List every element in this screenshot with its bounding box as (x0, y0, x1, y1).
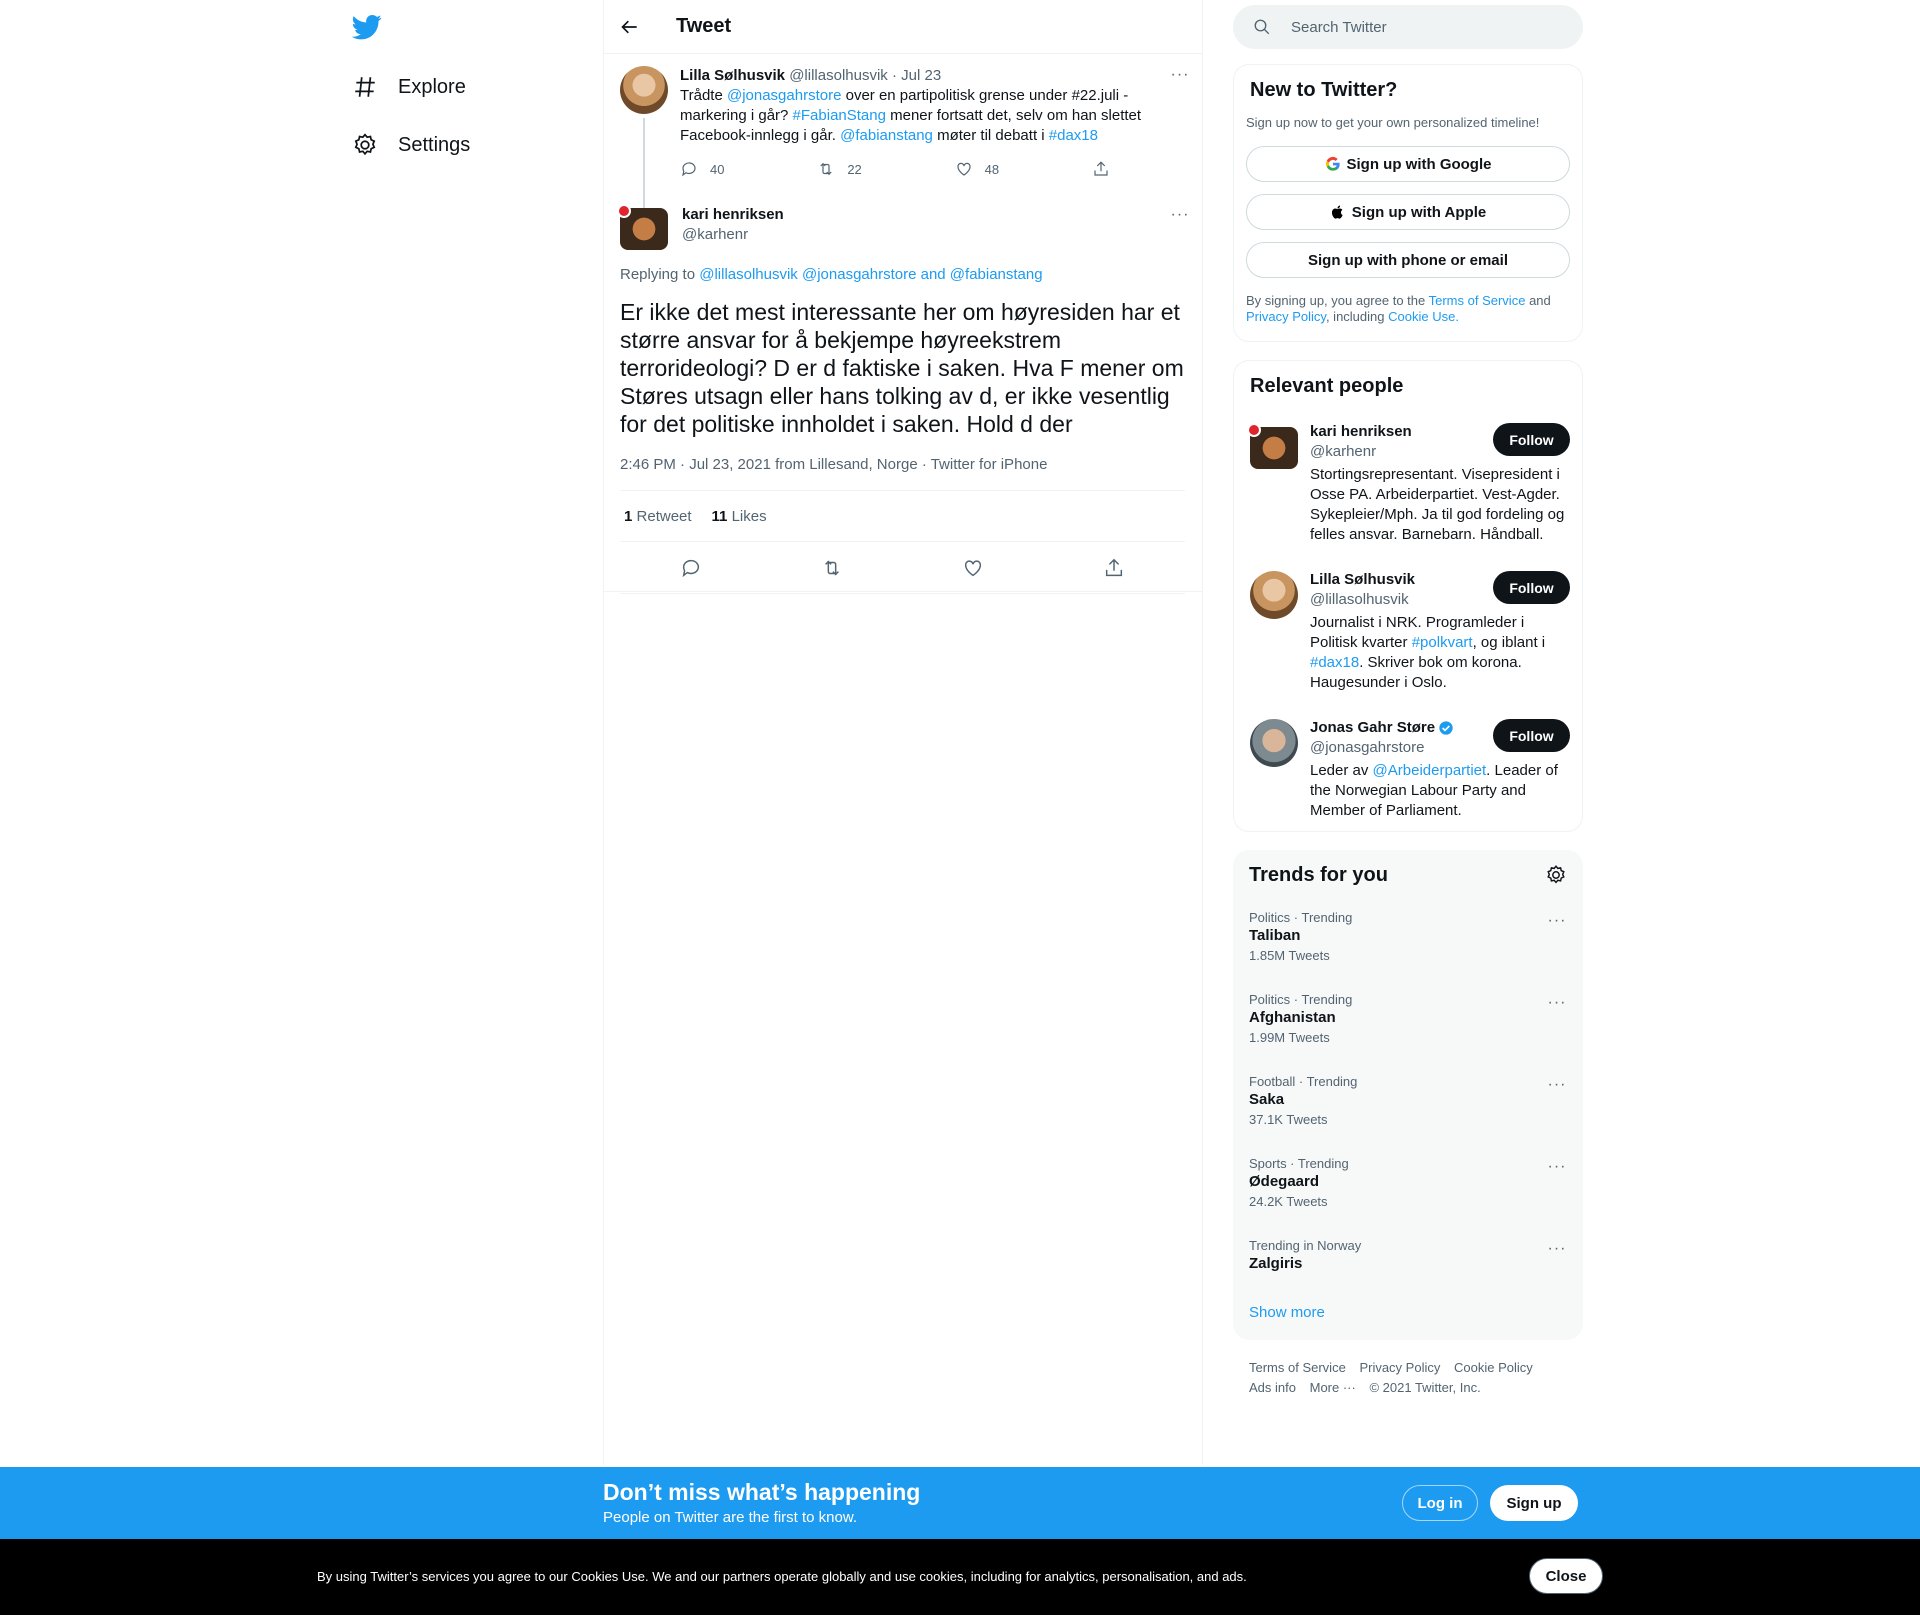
more-icon[interactable]: ··· (1547, 1240, 1567, 1257)
apple-icon (1330, 204, 1346, 220)
nav-settings-label: Settings (398, 133, 471, 156)
hashtag-icon (352, 74, 378, 100)
legal-part-3: , including (1325, 309, 1385, 324)
nav-explore[interactable] (352, 67, 466, 107)
signup-banner (0, 1467, 1920, 1539)
tweet-date[interactable]: · Jul 23 (891, 67, 942, 84)
replying-to-users[interactable]: @lillasolhusvik @jonasgahrstore and @fabianstang (699, 266, 1043, 283)
trend-name: Taliban (1249, 927, 1301, 944)
gear-icon (352, 132, 378, 158)
close-button[interactable]: Close (1529, 1558, 1603, 1594)
rose-badge-icon (1247, 423, 1261, 437)
verified-badge-icon (1438, 720, 1454, 736)
more-icon[interactable]: ··· (1170, 66, 1190, 83)
legal-part-1: By signing up, you agree to the (1246, 293, 1426, 308)
rose-badge-icon (617, 204, 631, 218)
more-icon[interactable]: ··· (1547, 912, 1567, 929)
signup-phone-label: Sign up with phone or email (1307, 251, 1508, 269)
tweet-stats (620, 490, 1185, 542)
person-bio (1310, 613, 1570, 693)
replying-prefix: Replying to (620, 266, 696, 283)
retweets-stat[interactable] (624, 508, 692, 525)
author-name[interactable]: kari henriksen (682, 206, 784, 223)
trend-count: 1.99M Tweets (1249, 1030, 1330, 1045)
footer-cookie-link[interactable]: Cookie Policy (1453, 1360, 1533, 1375)
person-handle[interactable]: @lillasolhusvik (1310, 591, 1409, 608)
person-name[interactable]: kari henriksen (1310, 423, 1412, 440)
signup-apple-button[interactable] (1246, 194, 1570, 230)
thread-line (643, 118, 645, 218)
person-name[interactable] (1310, 719, 1454, 736)
tweet-text: Er ikke det mest interessante her om høyresiden har et større ansvar for å bekjempe høyreekstrem terrorideologi? D er d faktiske i saken. Hva F mener om Støres utsagn eller hans tolking av d, er ikke vesentlig for det politiske innholdet i saken. Hold d der (620, 299, 1184, 437)
trend-meta: Politics · Trending (1249, 910, 1353, 925)
tweet-link[interactable]: #FabianStang (792, 107, 886, 124)
avatar[interactable] (620, 66, 668, 114)
banner-title: Don’t miss what’s happening (603, 1479, 921, 1505)
signup-phone-button[interactable] (1246, 242, 1570, 278)
login-button[interactable]: Log in (1402, 1485, 1478, 1521)
follow-button[interactable]: Follow (1493, 719, 1570, 752)
avatar[interactable] (1250, 719, 1298, 767)
tweet-text (680, 86, 1180, 146)
new-to-twitter-card (1233, 64, 1583, 342)
nav-settings[interactable] (352, 125, 470, 165)
retweet-button[interactable] (817, 160, 861, 178)
reply-icon[interactable] (680, 557, 702, 579)
follow-button[interactable]: Follow (1493, 571, 1570, 604)
heart-icon[interactable] (962, 557, 984, 579)
reply-count: 40 (710, 161, 725, 177)
tweet-meta[interactable]: 2:46 PM · Jul 23, 2021 from Lillesand, Norge · Twitter for iPhone (620, 456, 1048, 473)
card-subtitle: Sign up now to get your own personalized timeline! (1246, 115, 1540, 130)
privacy-link[interactable]: Privacy Policy (1246, 309, 1326, 324)
author-handle[interactable]: @karhenr (682, 226, 749, 243)
person-name-text: Jonas Gahr Støre (1310, 719, 1436, 736)
share-icon (1092, 160, 1110, 178)
main-column (603, 0, 1203, 1465)
trend-meta: Football · Trending (1249, 1074, 1358, 1089)
reply-button[interactable] (680, 160, 724, 178)
bio-text: . Leader of the Norwegian Labour Party and Member of Parliament. (1310, 762, 1558, 819)
tweet-actions (680, 160, 1110, 178)
trend-name: Ødegaard (1249, 1173, 1320, 1190)
author-handle[interactable]: @lillasolhusvik (789, 67, 888, 84)
like-total: 11 (711, 507, 728, 525)
gear-icon[interactable] (1545, 864, 1567, 886)
person-bio: Stortingsrepresentant. Visepresident i Osse PA. Arbeiderpartiet. Vest-Agder. Sykepleier/Mph. Ja til god fordeling og felles ansvar. Barnebarn. Håndball. (1310, 466, 1565, 543)
card-title: Relevant people (1250, 375, 1404, 397)
trend-count: 37.1K Tweets (1249, 1112, 1328, 1127)
person-bio (1310, 761, 1570, 821)
tweet-link[interactable]: #dax18 (1048, 127, 1098, 144)
trend-item[interactable] (1249, 1074, 1567, 1127)
trend-meta: Trending in Norway (1249, 1238, 1362, 1253)
tweet-header (680, 66, 1180, 86)
more-icon[interactable]: ··· (1547, 994, 1567, 1011)
footer-copyright: © 2021 Twitter, Inc. (1369, 1380, 1481, 1395)
cookie-text: By using Twitter’s services you agree to our Cookies Use. We and our partners operate globally and use cookies, including for analytics, personalisation, and ads. (317, 1569, 1247, 1584)
footer-terms-link[interactable]: Terms of Service (1249, 1360, 1346, 1375)
follow-button[interactable]: Follow (1493, 423, 1570, 456)
trend-count: 1.85M Tweets (1249, 948, 1330, 963)
tweet-text-part: møter til debatt i (932, 127, 1049, 144)
tweet-text-part: mener fortsatt det, selv om han slettet Facebook-innlegg i går. (680, 107, 1142, 144)
trend-item[interactable] (1249, 992, 1567, 1045)
retweet-count: 22 (847, 161, 862, 177)
person-handle[interactable]: @karhenr (1310, 443, 1377, 460)
arrow-left-icon[interactable] (620, 17, 640, 37)
retweet-icon (817, 160, 835, 178)
tweet-text-part: Trådte (680, 87, 727, 104)
trend-item[interactable] (1249, 1156, 1567, 1209)
tweet-link[interactable]: @jonasgahrstore (726, 87, 842, 104)
signup-apple-label: Sign up with Apple (1351, 203, 1487, 221)
share-icon[interactable] (1103, 557, 1125, 579)
heart-icon (955, 160, 973, 178)
footer-more-link[interactable]: More ··· (1309, 1380, 1356, 1395)
footer-privacy-link[interactable]: Privacy Policy (1359, 1360, 1441, 1375)
author-name[interactable]: Lilla Sølhusvik (680, 67, 786, 84)
legal-part-2: and (1529, 293, 1551, 308)
retweet-icon[interactable] (821, 557, 843, 579)
bio-hashtag[interactable]: #dax18 (1310, 654, 1360, 671)
likes-stat[interactable] (712, 508, 767, 525)
more-icon[interactable]: ··· (1170, 206, 1190, 223)
search-icon (1253, 18, 1271, 36)
footer-ads-link[interactable]: Ads info (1249, 1380, 1296, 1395)
like-button[interactable] (955, 160, 999, 178)
retweet-total: 1 (624, 507, 633, 525)
divider (604, 591, 1202, 592)
google-icon (1325, 156, 1341, 172)
more-icon[interactable]: ··· (1547, 1076, 1567, 1093)
cookie-link[interactable]: Cookie Use. (1388, 309, 1459, 324)
tos-link[interactable]: Terms of Service (1428, 293, 1526, 308)
signup-google-button[interactable] (1246, 146, 1570, 182)
bio-mention[interactable]: @Arbeiderpartiet (1372, 762, 1487, 779)
tweet-text-part: over en partipolitisk grense under #22.juli -markering i går? (680, 87, 1129, 124)
bio-hashtag[interactable]: #polkvart (1411, 634, 1473, 651)
cookie-bar (0, 1539, 1920, 1615)
trend-item[interactable] (1249, 910, 1567, 963)
bio-text: Leder av (1310, 762, 1373, 779)
trend-count: 24.2K Tweets (1249, 1194, 1328, 1209)
retweet-label: Retweet (636, 507, 692, 525)
tweet-link[interactable]: @fabianstang (840, 127, 933, 144)
header (604, 0, 1202, 54)
like-count: 48 (984, 161, 1000, 177)
twitter-bird-icon[interactable] (352, 12, 382, 42)
bio-text: Journalist i NRK. Programleder i Politisk kvarter (1310, 614, 1525, 651)
footer-links (1249, 1358, 1579, 1398)
avatar[interactable] (1250, 571, 1298, 619)
nav-explore-label: Explore (398, 75, 466, 98)
trend-name: Afghanistan (1249, 1009, 1336, 1026)
card-title: New to Twitter? (1250, 79, 1398, 101)
trend-meta: Politics · Trending (1249, 992, 1353, 1007)
trends-card (1233, 850, 1583, 1340)
replying-to (620, 266, 1043, 283)
banner-subtitle: People on Twitter are the first to know. (603, 1509, 858, 1526)
search-input[interactable] (1291, 19, 1541, 36)
trend-name: Saka (1249, 1091, 1285, 1108)
card-title: Trends for you (1249, 864, 1388, 886)
share-button[interactable] (1092, 160, 1110, 178)
show-more-link[interactable]: Show more (1249, 1304, 1325, 1321)
more-icon[interactable]: ··· (1547, 1158, 1567, 1175)
signup-google-label: Sign up with Google (1346, 155, 1492, 173)
reply-icon (680, 160, 698, 178)
legal-text (1246, 293, 1570, 325)
signup-button[interactable]: Sign up (1490, 1485, 1578, 1521)
page-title: Tweet (676, 15, 732, 37)
person-handle[interactable]: @jonasgahrstore (1310, 739, 1425, 756)
bio-text: . Skriver bok om korona. Haugesunder i Oslo. (1310, 654, 1522, 691)
trend-meta: Sports · Trending (1249, 1156, 1349, 1171)
tweet-actions (620, 542, 1185, 594)
trend-name: Zalgiris (1249, 1255, 1303, 1272)
like-label: Likes (731, 507, 767, 525)
bio-text: , og iblant i (1472, 634, 1546, 651)
person-name[interactable]: Lilla Sølhusvik (1310, 571, 1416, 588)
trend-item[interactable] (1249, 1238, 1567, 1272)
relevant-people-card (1233, 360, 1583, 832)
search-box[interactable] (1233, 5, 1583, 49)
